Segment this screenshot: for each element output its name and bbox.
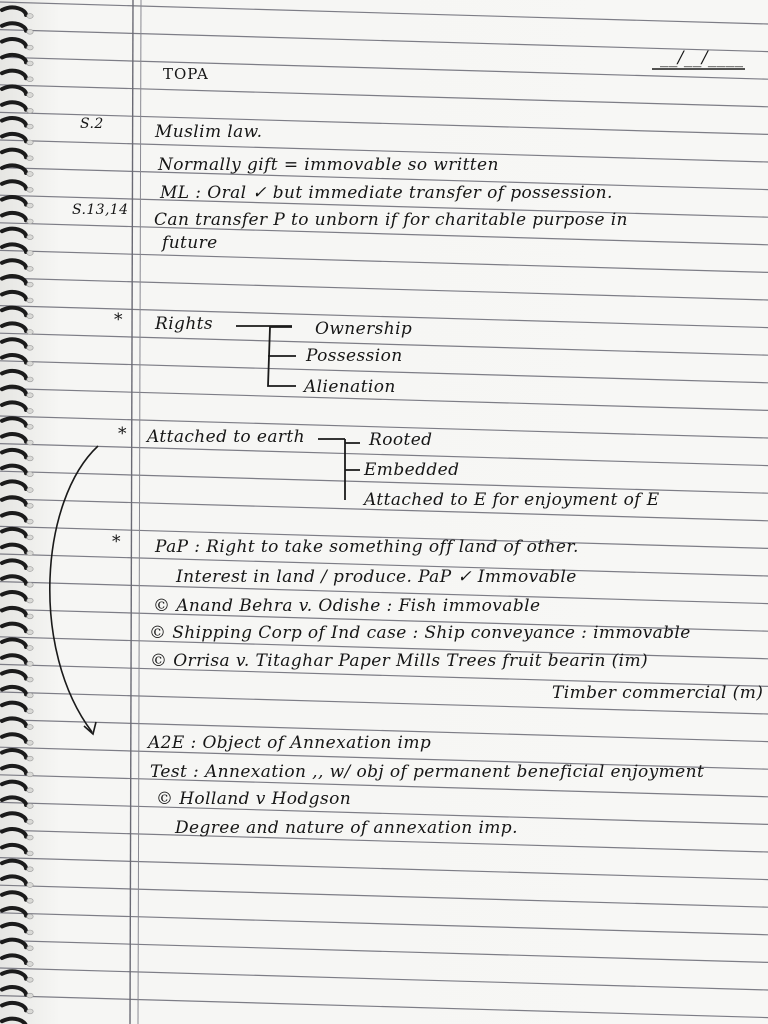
spiral-ring: [2, 940, 26, 948]
muslim-law-line-2: ML : Oral ✓ but immediate transfer of possession.: [160, 183, 613, 203]
spiral-ring: [2, 165, 26, 173]
spiral-ring: [2, 86, 26, 94]
spiral-ring: [2, 71, 26, 79]
spiral-ring: [2, 955, 26, 963]
spiral-ring: [2, 845, 26, 853]
muslim-law-line-3: Can transfer P to unborn if for charitable purpose in: [154, 210, 628, 230]
spiral-ring: [2, 481, 26, 489]
muslim-law-heading: Muslim law.: [155, 122, 263, 142]
rights-bracket: [268, 327, 296, 386]
attached-item-enjoyment: Attached to E for enjoyment of E: [364, 490, 660, 510]
spiral-ring: [2, 624, 26, 632]
margin-label-s2: S.2: [80, 116, 104, 132]
ruled-line: [0, 858, 768, 880]
spiral-binding: [2, 7, 33, 1024]
ruled-line: [0, 112, 768, 134]
punch-hole: [27, 45, 33, 50]
ruled-line: [0, 996, 768, 1018]
spiral-ring: [2, 560, 26, 568]
punch-hole: [27, 993, 33, 998]
punch-hole: [27, 187, 33, 192]
ruled-line: [0, 30, 768, 52]
punch-hole: [27, 772, 33, 777]
spiral-ring: [2, 908, 26, 916]
page-title: TOPA: [163, 65, 209, 83]
punch-hole: [27, 345, 33, 350]
spiral-ring: [2, 55, 26, 63]
punch-hole: [27, 567, 33, 572]
punch-hole: [27, 61, 33, 66]
punch-hole: [27, 551, 33, 556]
ruled-line: [0, 85, 768, 107]
spiral-ring: [2, 308, 26, 316]
spiral-ring: [2, 592, 26, 600]
punch-hole: [27, 393, 33, 398]
a2e-case: © Holland v Hodgson: [156, 789, 352, 809]
rights-item-alienation: Alienation: [304, 377, 396, 397]
spiral-ring: [2, 339, 26, 347]
punch-hole: [27, 108, 33, 113]
ruled-line: [0, 913, 768, 935]
punch-hole: [27, 819, 33, 824]
punch-hole: [27, 235, 33, 240]
punch-hole: [27, 883, 33, 888]
punch-hole: [27, 930, 33, 935]
ruled-line: [0, 250, 768, 272]
punch-hole: [27, 140, 33, 145]
pap-line-1: PaP : Right to take something off land of other.: [155, 537, 579, 557]
attached-bracket: [318, 439, 360, 500]
punch-hole: [27, 614, 33, 619]
punch-hole: [27, 1009, 33, 1014]
punch-hole: [27, 472, 33, 477]
margin-line: [130, 0, 133, 1024]
punch-hole: [27, 488, 33, 493]
spiral-ring: [2, 987, 26, 995]
spiral-ring: [2, 671, 26, 679]
punch-hole: [27, 582, 33, 587]
punch-hole: [27, 77, 33, 82]
spiral-ring: [2, 150, 26, 158]
punch-hole: [27, 962, 33, 967]
spiral-ring: [2, 181, 26, 189]
spiral-ring: [2, 1019, 26, 1024]
punch-hole: [27, 598, 33, 603]
spiral-ring: [2, 529, 26, 537]
punch-hole: [27, 29, 33, 34]
pap-case-3-continued: Timber commercial (m): [552, 683, 764, 703]
spiral-ring: [2, 718, 26, 726]
punch-hole: [27, 835, 33, 840]
punch-hole: [27, 946, 33, 951]
spiral-ring: [2, 276, 26, 284]
ruled-line: [0, 278, 768, 300]
spiral-ring: [2, 387, 26, 395]
spiral-ring: [2, 197, 26, 205]
spiral-ring: [2, 971, 26, 979]
spiral-ring: [2, 1003, 26, 1011]
punch-hole: [27, 172, 33, 177]
punch-hole: [27, 519, 33, 524]
spiral-ring: [2, 7, 26, 15]
punch-hole: [27, 282, 33, 287]
margin-label-s13-14: S.13,14: [72, 202, 129, 218]
punch-hole: [27, 804, 33, 809]
spiral-ring: [2, 545, 26, 553]
punch-hole: [27, 156, 33, 161]
punch-hole: [27, 535, 33, 540]
spiral-ring: [2, 39, 26, 47]
ruled-line: [0, 885, 768, 907]
spiral-ring: [2, 497, 26, 505]
punch-hole: [27, 788, 33, 793]
punch-hole: [27, 251, 33, 256]
spiral-ring: [2, 260, 26, 268]
punch-hole: [27, 630, 33, 635]
spiral-ring: [2, 782, 26, 790]
spiral-ring: [2, 766, 26, 774]
spiral-ring: [2, 797, 26, 805]
punch-hole: [27, 14, 33, 19]
a2e-line-1: A2E : Object of Annexation imp: [148, 733, 432, 753]
punch-hole: [27, 266, 33, 271]
spiral-ring: [2, 608, 26, 616]
spiral-ring: [2, 450, 26, 458]
spiral-ring: [2, 829, 26, 837]
ruled-line: [0, 968, 768, 990]
punch-hole: [27, 124, 33, 129]
spiral-ring: [2, 102, 26, 110]
punch-hole: [27, 203, 33, 208]
spiral-ring: [2, 323, 26, 331]
punch-hole: [27, 646, 33, 651]
punch-hole: [27, 693, 33, 698]
attached-label: Attached to earth: [147, 427, 305, 447]
spiral-ring: [2, 371, 26, 379]
ruled-line: [0, 940, 768, 962]
punch-hole: [27, 424, 33, 429]
connector-arrow: [50, 446, 98, 732]
punch-hole: [27, 330, 33, 335]
spiral-ring: [2, 892, 26, 900]
punch-hole: [27, 314, 33, 319]
punch-hole: [27, 851, 33, 856]
spiral-ring: [2, 402, 26, 410]
pap-line-2: Interest in land / produce. PaP ✓ Immovable: [176, 567, 577, 587]
punch-hole: [27, 456, 33, 461]
punch-hole: [27, 709, 33, 714]
pap-bullet: *: [112, 532, 121, 552]
spiral-ring: [2, 703, 26, 711]
pap-case-1: © Anand Behra v. Odishe : Fish immovable: [153, 596, 541, 616]
page-date: __/__/____: [660, 48, 744, 68]
punch-hole: [27, 93, 33, 98]
spiral-ring: [2, 687, 26, 695]
attached-bullet: *: [118, 424, 127, 444]
spiral-ring: [2, 750, 26, 758]
pap-case-2: © Shipping Corp of Ind case : Ship conveyance : immovable: [149, 623, 691, 643]
punch-hole: [27, 740, 33, 745]
punch-hole: [27, 677, 33, 682]
rights-item-possession: Possession: [306, 346, 403, 366]
spiral-ring: [2, 813, 26, 821]
a2e-line-2: Test : Annexation ,, w/ obj of permanent beneficial enjoyment: [150, 762, 705, 782]
spiral-ring: [2, 118, 26, 126]
ruled-line: [0, 2, 768, 24]
punch-hole: [27, 867, 33, 872]
punch-hole: [27, 298, 33, 303]
punch-hole: [27, 440, 33, 445]
punch-hole: [27, 756, 33, 761]
spiral-ring: [2, 734, 26, 742]
rights-label: Rights: [155, 314, 214, 334]
a2e-line-3: Degree and nature of annexation imp.: [175, 818, 518, 838]
punch-hole: [27, 898, 33, 903]
spiral-ring: [2, 292, 26, 300]
attached-item-embedded: Embedded: [364, 460, 460, 480]
pap-case-3: © Orrisa v. Titaghar Paper Mills Trees fruit bearin (im): [150, 651, 649, 671]
punch-hole: [27, 725, 33, 730]
rights-item-ownership: Ownership: [315, 319, 413, 339]
spiral-ring: [2, 229, 26, 237]
spiral-ring: [2, 924, 26, 932]
punch-hole: [27, 361, 33, 366]
punch-hole: [27, 503, 33, 508]
spiral-ring: [2, 213, 26, 221]
ruled-line: [0, 57, 768, 79]
spiral-ring: [2, 418, 26, 426]
punch-hole: [27, 409, 33, 414]
punch-hole: [27, 377, 33, 382]
punch-hole: [27, 661, 33, 666]
punch-hole: [27, 977, 33, 982]
spiral-ring: [2, 434, 26, 442]
spiral-ring: [2, 861, 26, 869]
attached-item-rooted: Rooted: [369, 430, 433, 450]
muslim-law-line-1: Normally gift = immovable so written: [158, 155, 499, 175]
spiral-ring: [2, 876, 26, 884]
spiral-ring: [2, 655, 26, 663]
spiral-ring: [2, 639, 26, 647]
spiral-ring: [2, 513, 26, 521]
punch-hole: [27, 914, 33, 919]
punch-hole: [27, 219, 33, 224]
muslim-law-line-4: future: [162, 233, 218, 253]
rights-bullet: *: [114, 310, 123, 330]
